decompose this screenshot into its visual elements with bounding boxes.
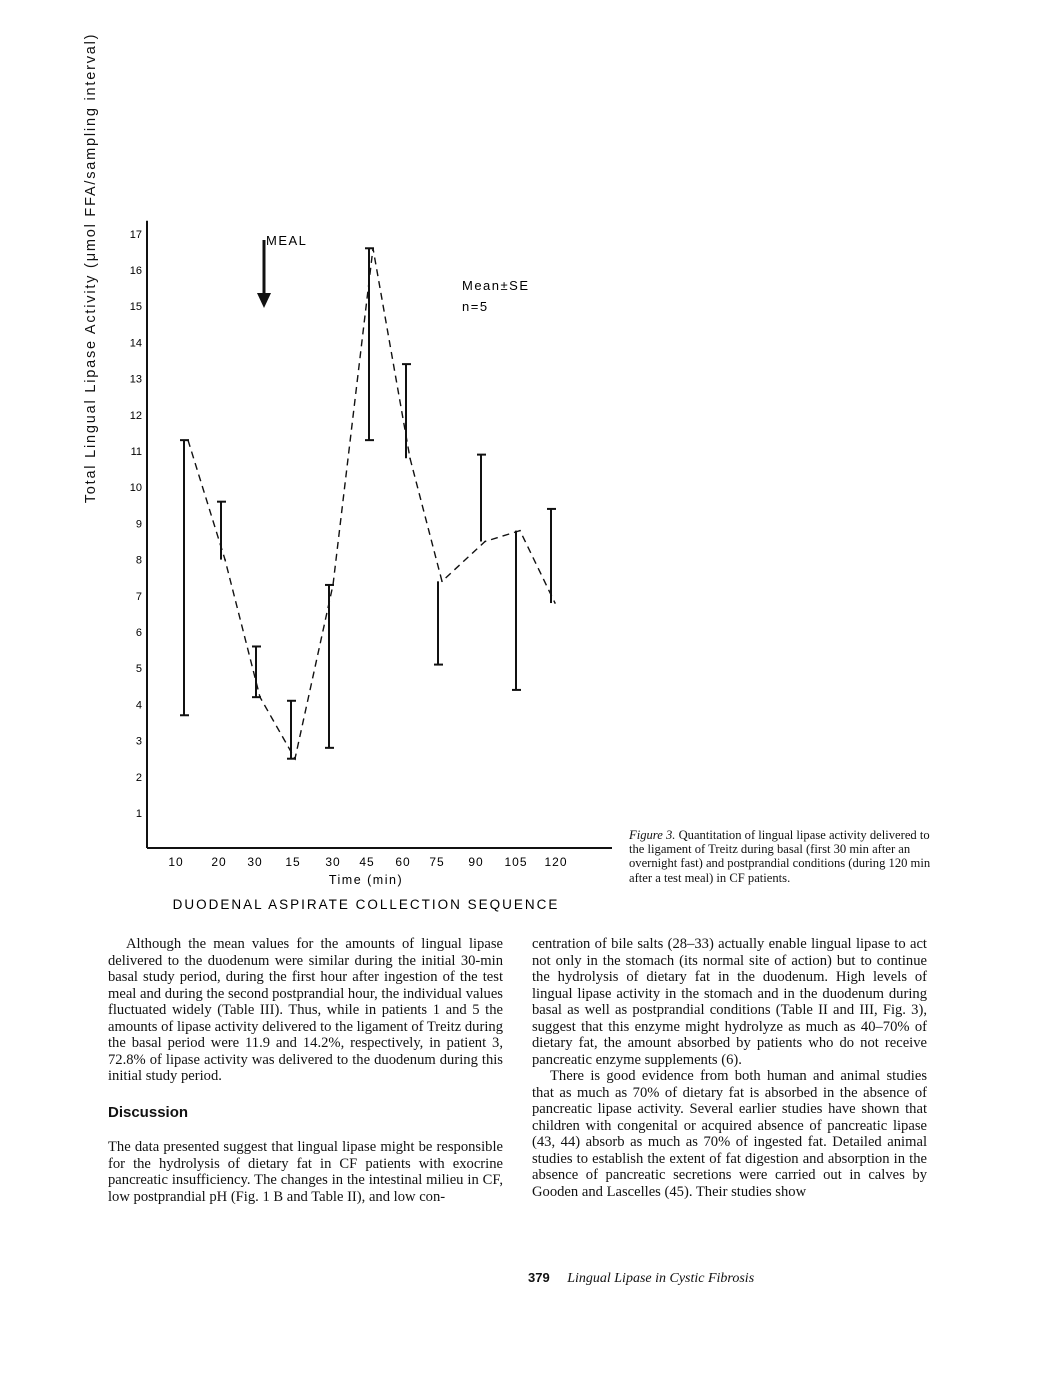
y-tick-label: 12 — [129, 409, 142, 422]
meal-label: MEAL — [266, 233, 308, 248]
x-group-label: DUODENAL ASPIRATE COLLECTION SEQUENCE — [172, 897, 560, 912]
y-axis-label: Total Lingual Lipase Activity (μmol FFA/sampling interval) — [83, 32, 99, 504]
x-tick-label: 30 — [247, 855, 263, 869]
running-title: Lingual Lipase in Cystic Fibrosis — [567, 1271, 755, 1286]
x-tick-label: 60 — [395, 855, 411, 869]
y-tick-label: 13 — [129, 373, 142, 386]
y-tick-label: 3 — [135, 735, 142, 748]
left-column — [108, 936, 503, 1205]
right-column — [532, 936, 927, 1200]
figure-label: Figure 3. — [629, 828, 676, 842]
x-tick-label: 75 — [429, 855, 445, 869]
x-tick-label: 45 — [359, 855, 375, 869]
data-point — [259, 696, 261, 698]
meal-annotation — [257, 233, 307, 308]
y-tick-label: 10 — [129, 482, 142, 495]
x-tick-label: 30 — [325, 855, 341, 869]
right-paragraph-1: centration of bile salts (28–33) actually enable lingual lipase to act not only in the stomach (its normal site of action) but to continue the hydrolysis of dietary fat in the duodenum. High levels of lingual lipase activity in the stomach and in the duodenum during basal as well as postprandial conditions (Table II and III, Fig. 3), suggest that this enzyme might hydrolyze as much as 40–70% of dietary fat, the amount absorbed by patients who do not receive pancreatic enzyme supplements (6). — [532, 936, 927, 1068]
meal-arrow-head — [257, 293, 271, 308]
left-paragraph-1: Although the mean values for the amounts of lingual lipase delivered to the duodenum were similar during the initial 30-min basal study period, during the first hour after ingestion of the test meal and during the second postprandial hour, the individual values fluctuated widely (Table III). Thus, while in patients 1 and 5 the amounts of lipase activity delivered to the ligament of Treitz during the basal period were 11.9 and 14.2%, respectively, in patient 3, 72.8% of lipase activity was delivered to the duodenum during this initial study period. — [108, 936, 503, 1084]
mean-line — [188, 248, 555, 758]
page-number: 379 — [528, 1270, 550, 1285]
data-point — [519, 530, 521, 532]
figure-caption — [629, 828, 947, 885]
y-tick-label: 17 — [129, 228, 142, 241]
x-tick-label: 105 — [504, 855, 528, 869]
stat-label: Mean±SE — [462, 278, 530, 293]
data-point — [332, 584, 334, 586]
page-footer — [528, 1270, 754, 1287]
y-tick-label: 7 — [135, 590, 142, 603]
data-point — [484, 541, 486, 543]
y-tick-label: 14 — [129, 337, 142, 350]
error-bars — [180, 248, 556, 758]
y-tick-label: 6 — [135, 627, 142, 639]
left-paragraph-2: The data presented suggest that lingual lipase might be responsible for the hydrolysis of dietary fat in CF patients with exocrine pancreatic insufficiency. The changes in the intestinal milieu in CF, low postprandial pH (Fig. 1 B and Table II), and low con- — [108, 1139, 503, 1205]
y-tick-labels — [130, 229, 142, 820]
x-tick-label: 90 — [468, 855, 484, 869]
data-point — [441, 581, 443, 583]
x-tick-label: 10 — [168, 855, 184, 869]
data-point — [187, 439, 189, 441]
data-point — [554, 602, 556, 604]
y-tick-label: 4 — [135, 699, 142, 712]
n-label: n=5 — [462, 299, 489, 314]
y-tick-label: 1 — [135, 808, 142, 820]
y-tick-label: 16 — [129, 265, 142, 277]
x-tick-label: 20 — [211, 855, 227, 869]
x-tick-label: 15 — [285, 855, 301, 869]
series-line — [187, 247, 556, 759]
caption-text: Quantitation of lingual lipase activity delivered to the ligament of Treitz during basal (first 30 min after an overnight fast) and postprandial conditions (during 120 min after a test meal) in CF patients. — [629, 828, 931, 885]
y-tick-label: 5 — [135, 663, 142, 676]
y-tick-label: 2 — [135, 771, 142, 784]
y-tick-label: 8 — [135, 554, 142, 567]
y-tick-label: 15 — [129, 301, 142, 314]
right-paragraph-2: There is good evidence from both human and animal studies that as much as 70% of dietary fat is absorbed in the absence of pancreatic lipase activity. Several earlier studies have shown that children with congenital or acquired absence of pancreatic lipase (43, 44) absorb as much as 70% of ingested fat. Detailed animal studies to establish the extent of fat digestion and absorption in the absence of pancreatic secretions were carried out in calves by Gooden and Lascelles (45). Their studies show — [532, 1068, 927, 1200]
discussion-heading: Discussion — [108, 1103, 189, 1121]
data-point — [294, 758, 296, 760]
y-tick-label: 9 — [135, 518, 142, 531]
data-point — [224, 559, 226, 561]
y-tick-label: 11 — [130, 446, 142, 458]
data-point — [409, 457, 411, 459]
data-point — [372, 247, 374, 249]
x-tick-label: 120 — [544, 855, 568, 869]
x-axis-label: Time (min) — [328, 873, 404, 887]
x-tick-labels — [168, 855, 567, 869]
